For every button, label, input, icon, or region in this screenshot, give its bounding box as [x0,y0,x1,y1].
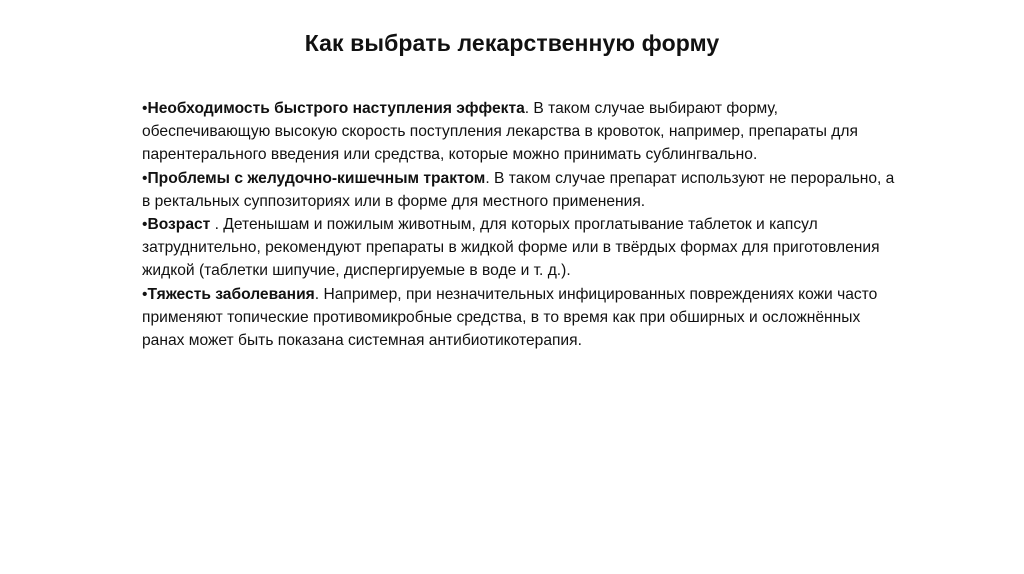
slide-body [142,97,902,352]
bullet: • [142,100,148,117]
item-text: . Например, при незначительных инфицированных повреждениях кожи часто применяют топические противомикробные средства, в то время как при обширных и осложнённых ранах может быть показана системная антибиотикотерапия. [142,285,878,350]
list-item [142,97,902,167]
bullet: • [142,285,148,303]
list-item [142,213,902,283]
slide-title: Как выбрать лекарственную форму [304,30,720,56]
item-heading: Проблемы с желудочно-кишечным трактом [147,169,486,187]
item-heading: Возраст [147,216,211,234]
list-item [142,283,902,353]
item-text: . Детенышам и пожилым животным, для которых проглатывание таблеток и капсул затруднительно, рекомендуют препараты в жидкой форме или в твёрдых формах для приготовления жидкой (таблетки шипучие, диспергируемые в воде и т. д.). [142,216,880,280]
bullet: • [142,216,148,234]
item-text: . В таком случае препарат используют не перорально, а в ректальных суппозиториях или в форме для местного применения. [142,169,895,210]
item-text: . В таком случае выбирают форму, обеспечивающую высокую скорость поступления лекарства в кровоток, например, препараты для парентерального введения или средства, которые можно принимать сублингвально. [142,100,858,164]
bullet: • [142,169,148,187]
list-item [142,167,902,213]
item-heading: Тяжесть заболевания [147,285,315,303]
item-heading: Необходимость быстрого наступления эффекта [147,100,525,117]
